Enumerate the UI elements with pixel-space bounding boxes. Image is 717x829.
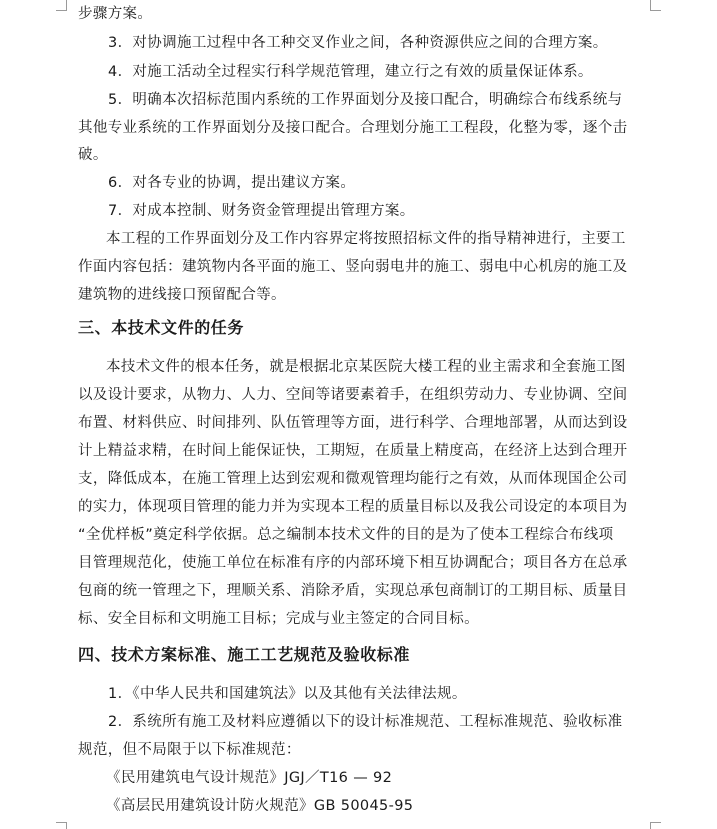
margin-mark-top-left: [56, 0, 67, 11]
paragraph-line: 包商的统一管理之下，理顺关系、消除矛盾，实现总承包商制订的工期目标、质量目: [78, 583, 628, 599]
paragraph-line: 建筑物的进线接口预留配合等。: [78, 287, 286, 303]
section-heading: 三、本技术文件的任务: [78, 318, 245, 337]
list-item: 4．对施工活动全过程实行科学规范管理，建立行之有效的质量保证体系。: [108, 64, 593, 80]
paragraph-line: 其他专业系统的工作界面划分及接口配合。合理划分施工工程段，化整为零，逐个击: [78, 120, 628, 136]
paragraph-line: 计上精益求精，在时间上能保证快，工期短，在质量上精度高，在经济上达到合理开: [78, 443, 628, 459]
paragraph-line: 的实力，体现项目管理的能力并为实现本工程的质量目标以及我公司设定的本项目为: [78, 499, 628, 515]
paragraph-line: “全优样板”奠定科学依据。总之编制本技术文件的目的是为了使本工程综合布线项: [78, 527, 614, 543]
list-item: 3．对协调施工过程中各工种交叉作业之间，各种资源供应之间的合理方案。: [108, 35, 608, 51]
list-item: 1．《中华人民共和国建筑法》以及其他有关法律法规。: [108, 686, 467, 702]
standard-reference: 《民用建筑电气设计规范》JGJ／T16 — 92: [106, 770, 393, 786]
paragraph-line: 步骤方案。: [78, 6, 153, 22]
section-heading: 四、技术方案标准、施工工艺规范及验收标准: [78, 645, 411, 664]
paragraph-line: 本技术文件的根本任务，就是根据北京某医院大楼工程的业主需求和全套施工图: [106, 359, 626, 375]
paragraph-line: 破。: [78, 147, 108, 163]
paragraph-line: 标、安全目标和文明施工目标；完成与业主签定的合同目标。: [78, 611, 479, 627]
paragraph-line: 目管理规范化，使施工单位在标准有序的内部环境下相互协调配合；项目各方在总承: [78, 555, 628, 571]
paragraph-line: 规范，但不局限于以下标准规范：: [78, 742, 301, 758]
list-item: 2．系统所有施工及材料应遵循以下的设计标准规范、工程标准规范、验收标准: [108, 714, 623, 730]
paragraph-line: 作面内容包括：建筑物内各平面的施工、竖向弱电井的施工、弱电中心机房的施工及: [78, 259, 628, 275]
paragraph-line: 支，降低成本，在施工管理上达到宏观和微观管理均能行之有效，从而体现国企公司: [78, 471, 628, 487]
standard-reference: 《高层民用建筑设计防火规范》GB 50045-95: [106, 798, 414, 814]
margin-mark-top-right: [650, 0, 661, 11]
list-item: 5．明确本次招标范围内系统的工作界面划分及接口配合，明确综合布线系统与: [108, 92, 623, 108]
list-item: 7．对成本控制、财务资金管理提出管理方案。: [108, 203, 415, 219]
paragraph-line: 以及设计要求，从物力、人力、空间等诸要素着手，在组织劳动力、专业协调、空间: [78, 387, 628, 403]
paragraph-line: 本工程的工作界面划分及工作内容界定将按照招标文件的指导精神进行，主要工: [106, 231, 626, 247]
margin-mark-bottom-right: [650, 822, 661, 829]
margin-mark-bottom-left: [56, 822, 67, 829]
paragraph-line: 布置、材料供应、时间排列、队伍管理等方面，进行科学、合理地部署，从而达到设: [78, 415, 628, 431]
list-item: 6．对各专业的协调，提出建议方案。: [108, 175, 356, 191]
